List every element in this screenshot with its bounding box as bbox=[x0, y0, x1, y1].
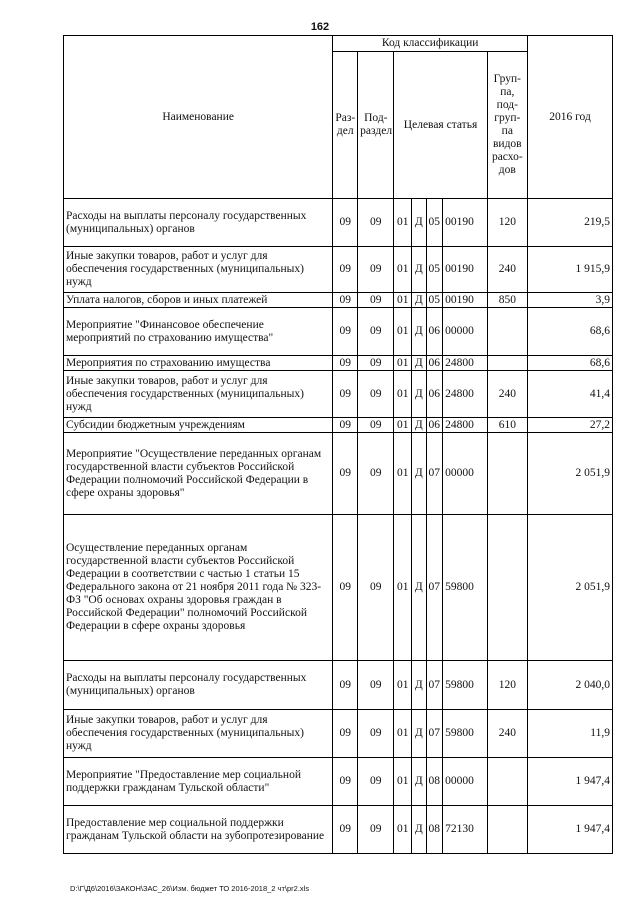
row-name: Расходы на выплаты персоналу государственных (муниципальных) органов bbox=[64, 199, 333, 247]
table-body bbox=[64, 199, 613, 854]
row-razdel: 09 bbox=[333, 433, 358, 515]
row-t2: Д bbox=[412, 356, 427, 371]
row-razdel: 09 bbox=[333, 515, 358, 661]
row-t2: Д bbox=[412, 433, 427, 515]
row-podrazdel: 09 bbox=[358, 371, 394, 418]
table-row bbox=[64, 758, 613, 806]
row-podrazdel: 09 bbox=[358, 661, 394, 710]
row-vid bbox=[487, 515, 527, 661]
row-t3: 07 bbox=[426, 661, 443, 710]
row-vid bbox=[487, 758, 527, 806]
row-razdel: 09 bbox=[333, 418, 358, 433]
row-t1: 01 bbox=[394, 199, 412, 247]
row-t4: 59800 bbox=[443, 515, 488, 661]
row-vid: 240 bbox=[487, 710, 527, 758]
row-vid: 850 bbox=[487, 293, 527, 308]
header-name: Наименование bbox=[64, 36, 333, 199]
row-t1: 01 bbox=[394, 806, 412, 854]
row-razdel: 09 bbox=[333, 758, 358, 806]
header-subsection: Под- раздел bbox=[358, 52, 394, 199]
row-t1: 01 bbox=[394, 293, 412, 308]
header-classification: Код классификации bbox=[333, 36, 528, 52]
row-amount: 68,6 bbox=[528, 356, 613, 371]
row-t1: 01 bbox=[394, 758, 412, 806]
row-vid: 240 bbox=[487, 247, 527, 293]
row-t4: 59800 bbox=[443, 661, 488, 710]
row-name: Иные закупки товаров, работ и услуг для обеспечения государственных (муниципальных) нужд bbox=[64, 371, 333, 418]
row-name: Иные закупки товаров, работ и услуг для обеспечения государственных (муниципальных) нужд bbox=[64, 247, 333, 293]
table-row bbox=[64, 356, 613, 371]
row-name: Предоставление мер социальной поддержки гражданам Тульской области на зубопротезирование bbox=[64, 806, 333, 854]
row-t2: Д bbox=[412, 247, 427, 293]
row-podrazdel: 09 bbox=[358, 293, 394, 308]
row-t2: Д bbox=[412, 371, 427, 418]
table-row bbox=[64, 308, 613, 356]
row-razdel: 09 bbox=[333, 661, 358, 710]
row-t3: 07 bbox=[426, 710, 443, 758]
row-podrazdel: 09 bbox=[358, 515, 394, 661]
row-razdel: 09 bbox=[333, 199, 358, 247]
row-podrazdel: 09 bbox=[358, 758, 394, 806]
header-year: 2016 год bbox=[528, 36, 613, 199]
row-vid: 120 bbox=[487, 199, 527, 247]
row-t3: 06 bbox=[426, 356, 443, 371]
table-row bbox=[64, 433, 613, 515]
row-t3: 07 bbox=[426, 433, 443, 515]
row-t1: 01 bbox=[394, 433, 412, 515]
row-t2: Д bbox=[412, 418, 427, 433]
row-t1: 01 bbox=[394, 247, 412, 293]
row-vid bbox=[487, 356, 527, 371]
row-t1: 01 bbox=[394, 308, 412, 356]
row-t3: 05 bbox=[426, 199, 443, 247]
row-t4: 24800 bbox=[443, 418, 488, 433]
row-name: Субсидии бюджетным учреждениям bbox=[64, 418, 333, 433]
row-podrazdel: 09 bbox=[358, 433, 394, 515]
row-t4: 00000 bbox=[443, 758, 488, 806]
table-row bbox=[64, 710, 613, 758]
table-row bbox=[64, 418, 613, 433]
row-name: Расходы на выплаты персоналу государственных (муниципальных) органов bbox=[64, 661, 333, 710]
row-t2: Д bbox=[412, 661, 427, 710]
row-amount: 1 915,9 bbox=[528, 247, 613, 293]
row-t2: Д bbox=[412, 293, 427, 308]
row-t3: 08 bbox=[426, 806, 443, 854]
row-name: Мероприятие "Осуществление переданных органам государственной власти субъектов Российской Федерации полномочий Российской Федерации в сфере охраны здоровья" bbox=[64, 433, 333, 515]
row-t3: 06 bbox=[426, 371, 443, 418]
row-t3: 08 bbox=[426, 758, 443, 806]
row-name: Иные закупки товаров, работ и услуг для обеспечения государственных (муниципальных) нужд bbox=[64, 710, 333, 758]
row-razdel: 09 bbox=[333, 371, 358, 418]
row-t4: 00000 bbox=[443, 433, 488, 515]
row-t2: Д bbox=[412, 806, 427, 854]
row-amount: 41,4 bbox=[528, 371, 613, 418]
row-t2: Д bbox=[412, 758, 427, 806]
row-razdel: 09 bbox=[333, 710, 358, 758]
file-path-footer: D:\Г\Д6\2016\ЗАКОН\ЗАС_26\Изм. бюджет ТО 2016-2018_2 чт\pr2.xls bbox=[70, 884, 310, 893]
row-amount: 2 040,0 bbox=[528, 661, 613, 710]
row-razdel: 09 bbox=[333, 308, 358, 356]
row-podrazdel: 09 bbox=[358, 199, 394, 247]
row-vid: 120 bbox=[487, 661, 527, 710]
row-t3: 05 bbox=[426, 293, 443, 308]
row-amount: 2 051,9 bbox=[528, 515, 613, 661]
row-t1: 01 bbox=[394, 661, 412, 710]
row-name: Осуществление переданных органам государственной власти субъектов Российской Федерации в соответствии с частью 1 статьи 15 Федерального закона от 21 ноября 2011 года № 323-ФЗ "Об основах охраны здоровья граждан в Российской Федерации" полномочий Российской Федерации в сфере охраны здоровья bbox=[64, 515, 333, 661]
row-name: Мероприятия по страхованию имущества bbox=[64, 356, 333, 371]
row-t3: 05 bbox=[426, 247, 443, 293]
budget-table bbox=[63, 35, 613, 854]
row-amount: 2 051,9 bbox=[528, 433, 613, 515]
row-podrazdel: 09 bbox=[358, 308, 394, 356]
row-t3: 06 bbox=[426, 308, 443, 356]
table-row bbox=[64, 199, 613, 247]
header-target: Целевая статья bbox=[394, 52, 487, 199]
row-t1: 01 bbox=[394, 418, 412, 433]
row-t2: Д bbox=[412, 710, 427, 758]
row-t4: 59800 bbox=[443, 710, 488, 758]
row-t1: 01 bbox=[394, 710, 412, 758]
row-t1: 01 bbox=[394, 515, 412, 661]
row-vid bbox=[487, 806, 527, 854]
row-vid bbox=[487, 308, 527, 356]
row-amount: 3,9 bbox=[528, 293, 613, 308]
row-name: Уплата налогов, сборов и иных платежей bbox=[64, 293, 333, 308]
row-name: Мероприятие "Предоставление мер социальной поддержки гражданам Тульской области" bbox=[64, 758, 333, 806]
row-amount: 219,5 bbox=[528, 199, 613, 247]
row-podrazdel: 09 bbox=[358, 418, 394, 433]
row-t1: 01 bbox=[394, 371, 412, 418]
table-header bbox=[64, 36, 613, 199]
row-razdel: 09 bbox=[333, 247, 358, 293]
row-amount: 1 947,4 bbox=[528, 758, 613, 806]
table-row bbox=[64, 661, 613, 710]
row-t1: 01 bbox=[394, 356, 412, 371]
row-t4: 00190 bbox=[443, 293, 488, 308]
row-razdel: 09 bbox=[333, 293, 358, 308]
row-t4: 72130 bbox=[443, 806, 488, 854]
table-row bbox=[64, 515, 613, 661]
table-row bbox=[64, 371, 613, 418]
row-t4: 00190 bbox=[443, 247, 488, 293]
row-podrazdel: 09 bbox=[358, 247, 394, 293]
page-number: 162 bbox=[310, 21, 330, 33]
table-row bbox=[64, 293, 613, 308]
row-vid: 240 bbox=[487, 371, 527, 418]
table-row bbox=[64, 247, 613, 293]
row-t2: Д bbox=[412, 199, 427, 247]
table-row bbox=[64, 806, 613, 854]
row-razdel: 09 bbox=[333, 806, 358, 854]
row-podrazdel: 09 bbox=[358, 806, 394, 854]
row-t3: 07 bbox=[426, 515, 443, 661]
header-section: Раз- дел bbox=[333, 52, 358, 199]
row-t4: 00000 bbox=[443, 308, 488, 356]
row-amount: 27,2 bbox=[528, 418, 613, 433]
row-podrazdel: 09 bbox=[358, 710, 394, 758]
row-amount: 11,9 bbox=[528, 710, 613, 758]
row-t2: Д bbox=[412, 515, 427, 661]
row-name: Мероприятие "Финансовое обеспечение мероприятий по страхованию имущества" bbox=[64, 308, 333, 356]
row-t2: Д bbox=[412, 308, 427, 356]
row-t4: 24800 bbox=[443, 356, 488, 371]
row-t3: 06 bbox=[426, 418, 443, 433]
row-podrazdel: 09 bbox=[358, 356, 394, 371]
row-t4: 24800 bbox=[443, 371, 488, 418]
header-group: Груп- па, под- груп- па видов расхо- дов bbox=[487, 52, 527, 199]
row-amount: 1 947,4 bbox=[528, 806, 613, 854]
row-vid: 610 bbox=[487, 418, 527, 433]
row-t4: 00190 bbox=[443, 199, 488, 247]
row-razdel: 09 bbox=[333, 356, 358, 371]
row-vid bbox=[487, 433, 527, 515]
row-amount: 68,6 bbox=[528, 308, 613, 356]
